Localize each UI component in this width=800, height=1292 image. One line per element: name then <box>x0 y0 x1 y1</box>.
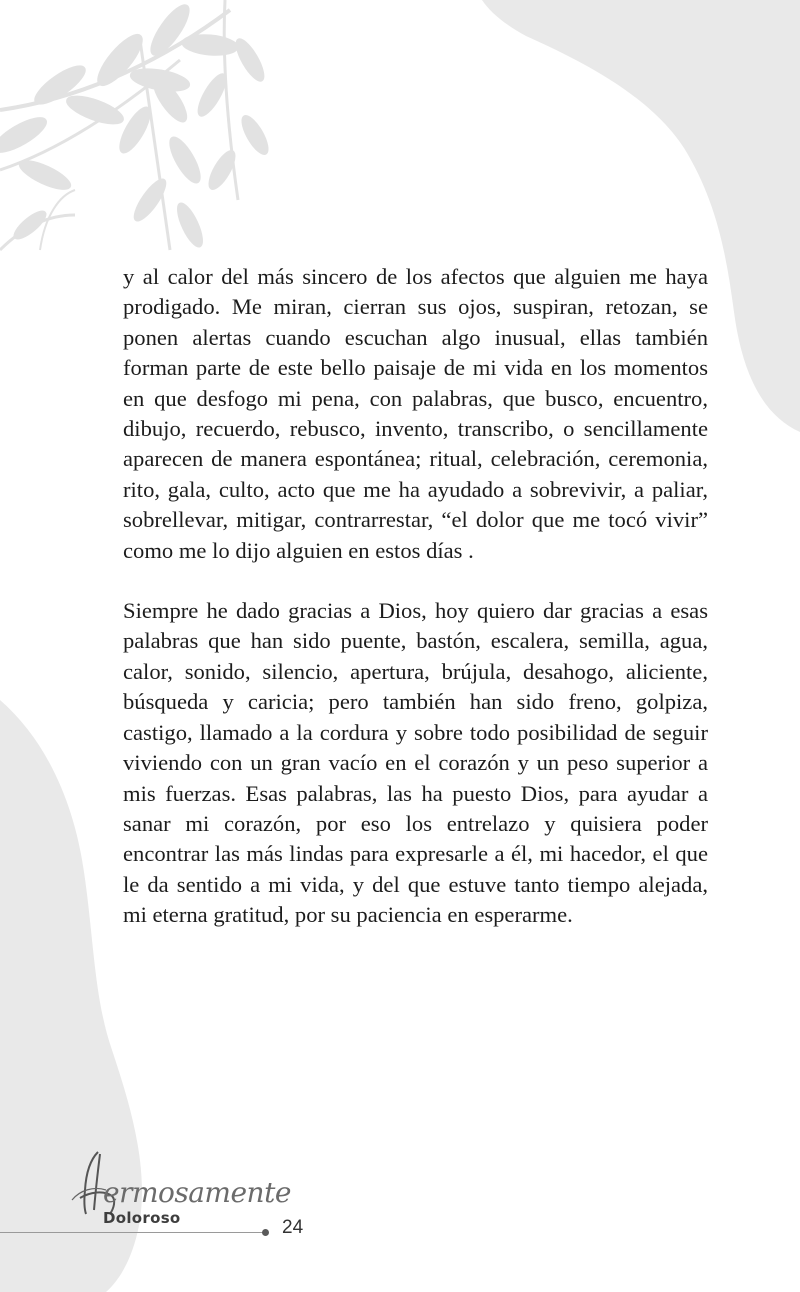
brand-subtitle: Doloroso <box>103 1209 181 1227</box>
paragraph-2: Siempre he dado gracias a Dios, hoy quiero dar gracias a esas palabras que han sido puente, bastón, escalera, semilla, agua, calor, sonido, silencio, apertura, brújula, desahogo, aliciente, búsqueda y caricia; pero también han sido freno, golpiza, castigo, llamado a la cordura y sobre todo posibilidad de seguir viviendo con un gran vacío en el corazón y un peso superior a mis fuerzas. Esas palabras, las ha puesto Dios, para ayudar a sanar mi corazón, por eso los entrelazo y quisiera poder encontrar las más lindas para expresarle a él, mi hacedor, el que le da sentido a mi vida, y del que estuve tanto tiempo alejada, mi eterna gratitud, por su paciencia en esperarme. <box>123 598 708 928</box>
footer-dot <box>262 1229 269 1236</box>
brand-script-text: ermosamente <box>103 1176 291 1209</box>
page-number: 24 <box>282 1217 304 1238</box>
leaf-branch-decoration <box>0 0 273 250</box>
body-text <box>123 262 708 931</box>
footer-divider <box>0 1232 264 1233</box>
paragraph-1: y al calor del más sincero de los afectos que alguien me haya prodigado. Me miran, cierran sus ojos, suspiran, retozan, se ponen alertas cuando escuchan algo inusual, ellas también forman parte de este bello paisaje de mi vida en los momentos en que desfogo mi pena, con palabras, que busco, encuentro, dibujo, recuerdo, rebusco, invento, transcribo, o sencillamente aparecen de manera espontánea; ritual, celebración, ceremonia, rito, gala, culto, acto que me ha ayudado a sobrevivir, a paliar, sobrellevar, mitigar, contrarrestar, “el dolor que me tocó vivir” como me lo dijo alguien en estos días . <box>123 264 708 563</box>
